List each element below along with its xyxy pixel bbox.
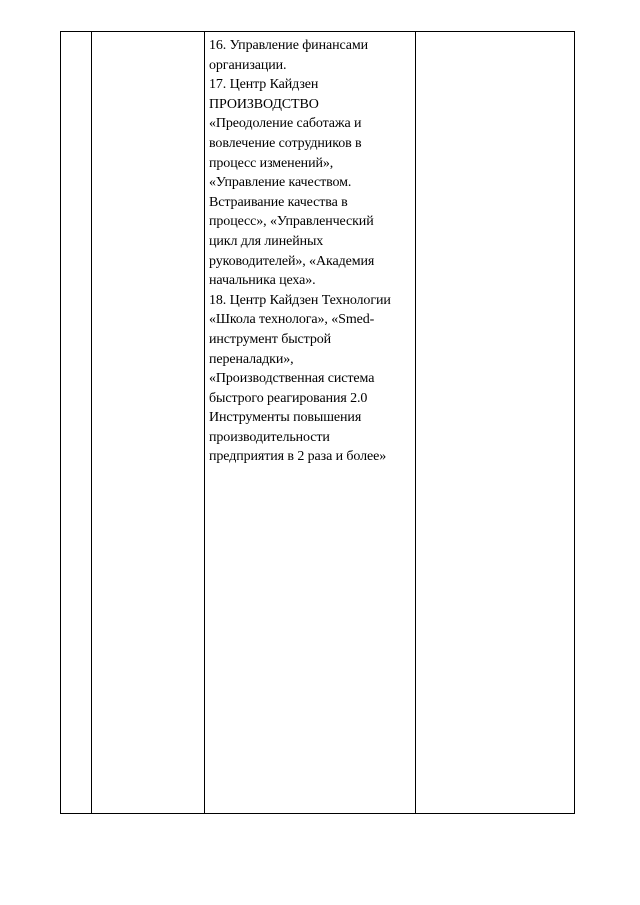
text-line: 18. Центр Кайдзен Технологии <box>209 292 391 308</box>
text-line: инструмент быстрой <box>209 331 332 347</box>
text-line: организации. <box>209 57 287 73</box>
text-line: цикл для линейных <box>209 233 324 249</box>
table-row <box>61 32 575 814</box>
text-line: переналадки», <box>209 351 294 367</box>
table-cell-second <box>92 32 205 814</box>
table-cell-last <box>416 32 575 814</box>
table-cell-number <box>61 32 92 814</box>
text-line: «Производственная система <box>209 371 375 387</box>
content-table <box>60 31 575 814</box>
text-line: «Управление качеством. <box>209 175 352 191</box>
text-line: 16. Управление финансами <box>209 38 369 53</box>
text-line: «Школа технолога», «Smed- <box>209 312 375 328</box>
text-line: начальника цеха». <box>209 273 316 289</box>
text-line: предприятия в 2 раза и более» <box>209 449 387 465</box>
table-cell-programs <box>205 32 416 814</box>
programs-text <box>205 32 415 467</box>
text-line: ПРОИЗВОДСТВО <box>209 96 319 112</box>
text-line: руководителей», «Академия <box>209 253 375 269</box>
text-line: производительности <box>209 429 330 445</box>
text-line: процесс изменений», <box>209 155 334 171</box>
text-line: 17. Центр Кайдзен <box>209 77 319 93</box>
text-line: быстрого реагирования 2.0 <box>209 390 368 406</box>
text-line: вовлечение сотрудников в <box>209 135 362 151</box>
text-line: процесс», «Управленческий <box>209 214 374 230</box>
text-line: Встраивание качества в <box>209 194 348 210</box>
text-line: Инструменты повышения <box>209 410 362 426</box>
text-line: «Преодоление саботажа и <box>209 116 362 132</box>
